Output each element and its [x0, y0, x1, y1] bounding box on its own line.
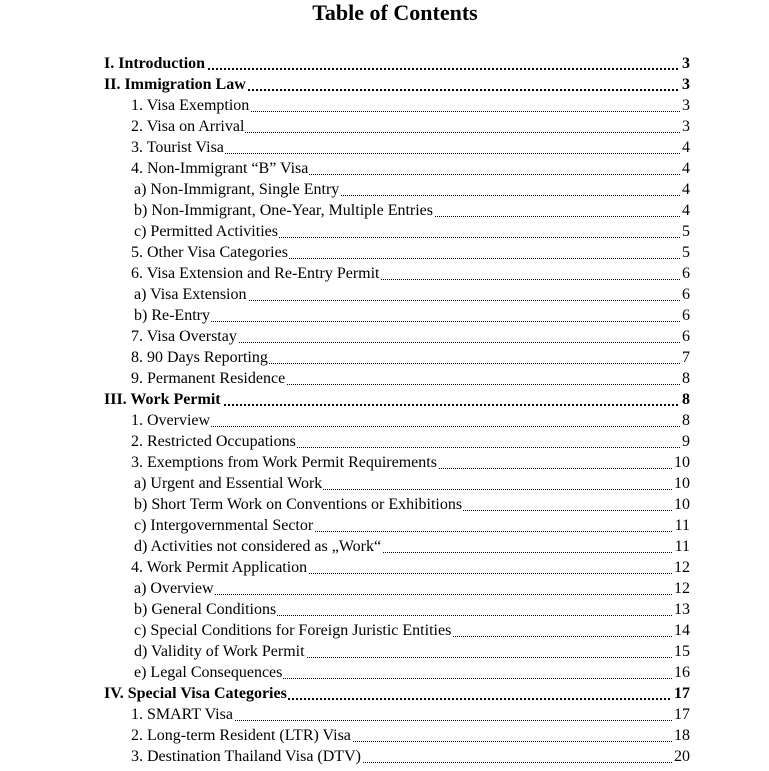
toc-entry-page-number: 15 [674, 643, 690, 660]
toc-entry-page-number: 12 [674, 580, 690, 597]
toc-entry[interactable] [104, 557, 690, 578]
toc-entry-page-number: 10 [674, 454, 690, 471]
toc-entry-page-number: 6 [682, 286, 690, 303]
toc-entry-label: 5. Other Visa Categories [131, 244, 288, 261]
toc-entry-label: d) Validity of Work Permit [134, 643, 305, 660]
toc-entry-label: b) Non-Immigrant, One-Year, Multiple Entries [134, 202, 434, 219]
toc-entry[interactable] [104, 284, 690, 305]
toc-entry-page-number: 9 [682, 433, 690, 450]
toc-entry-page-number: 5 [682, 223, 690, 240]
toc-entry-page-number: 3 [682, 118, 690, 135]
toc-list [104, 53, 690, 767]
toc-entry-page-number: 8 [682, 370, 690, 387]
toc-entry[interactable] [104, 620, 690, 641]
toc-entry-page-number: 16 [674, 664, 690, 681]
toc-entry-page-number: 14 [674, 622, 690, 639]
toc-entry[interactable] [104, 53, 690, 74]
toc-entry[interactable] [104, 116, 690, 137]
toc-entry[interactable] [104, 137, 690, 158]
toc-entry-label: c) Special Conditions for Foreign Juristic Entities [134, 622, 452, 639]
toc-entry-page-number: 8 [682, 412, 690, 429]
toc-entry-page-number: 12 [674, 559, 690, 576]
toc-entry-label: e) Legal Consequences [134, 664, 283, 681]
toc-entry[interactable] [104, 326, 690, 347]
toc-entry-page-number: 17 [674, 706, 690, 723]
dot-leader [131, 426, 690, 427]
toc-entry[interactable] [104, 347, 690, 368]
toc-entry[interactable] [104, 158, 690, 179]
toc-entry-page-number: 4 [682, 202, 690, 219]
toc-entry-page-number: 20 [674, 748, 690, 765]
toc-entry-label: a) Urgent and Essential Work [134, 475, 323, 492]
toc-entry[interactable] [104, 242, 690, 263]
toc-entry[interactable] [104, 683, 690, 704]
dot-leader [134, 321, 690, 322]
toc-entry-label: 2. Restricted Occupations [131, 433, 296, 450]
toc-entry-label: b) Re-Entry [134, 307, 210, 324]
toc-entry-label: 7. Visa Overstay [131, 328, 237, 345]
toc-entry-page-number: 7 [682, 349, 690, 366]
dot-leader [134, 594, 690, 595]
toc-entry-label: 6. Visa Extension and Re-Entry Permit [131, 265, 380, 282]
toc-entry[interactable] [104, 725, 690, 746]
toc-entry-label: a) Overview [134, 580, 214, 597]
toc-title: Table of Contents [312, 0, 478, 25]
toc-entry[interactable] [104, 95, 690, 116]
toc-entry-page-number: 13 [674, 601, 690, 618]
toc-entry[interactable] [104, 410, 690, 431]
toc-entry-label: III. Work Permit [104, 391, 221, 408]
toc-entry-label: 1. Overview [131, 412, 211, 429]
toc-entry-page-number: 3 [682, 97, 690, 114]
toc-entry[interactable] [104, 536, 690, 557]
toc-entry-page-number: 4 [682, 160, 690, 177]
toc-entry-page-number: 3 [682, 76, 690, 93]
toc-entry[interactable] [104, 431, 690, 452]
toc-entry-label: a) Non-Immigrant, Single Entry [134, 181, 340, 198]
toc-entry-page-number: 11 [674, 517, 690, 534]
toc-entry-page-number: 6 [682, 328, 690, 345]
toc-entry[interactable] [104, 221, 690, 242]
toc-entry-label: II. Immigration Law [104, 76, 246, 93]
toc-entry-page-number: 17 [674, 685, 690, 702]
toc-entry[interactable] [104, 452, 690, 473]
toc-entry-label: c) Intergovernmental Sector [134, 517, 314, 534]
toc-entry-label: 9. Permanent Residence [131, 370, 286, 387]
toc-entry-page-number: 5 [682, 244, 690, 261]
toc-entry-label: b) Short Term Work on Conventions or Exhibitions [134, 496, 463, 513]
toc-entry-page-number: 10 [674, 496, 690, 513]
toc-entry-page-number: 6 [682, 265, 690, 282]
toc-entry[interactable] [104, 263, 690, 284]
toc-entry[interactable] [104, 389, 690, 410]
toc-entry-label: 3. Tourist Visa [131, 139, 224, 156]
toc-entry[interactable] [104, 515, 690, 536]
toc-entry-label: 2. Long-term Resident (LTR) Visa [131, 727, 351, 744]
toc-entry[interactable] [104, 704, 690, 725]
toc-entry-label: b) General Conditions [134, 601, 277, 618]
toc-entry-label: 4. Non-Immigrant “B” Visa [131, 160, 309, 177]
toc-entry[interactable] [104, 746, 690, 767]
toc-entry-label: 4. Work Permit Application [131, 559, 308, 576]
toc-entry[interactable] [104, 368, 690, 389]
toc-entry-page-number: 4 [682, 181, 690, 198]
toc-entry[interactable] [104, 662, 690, 683]
toc-entry-page-number: 3 [682, 55, 690, 72]
toc-entry[interactable] [104, 179, 690, 200]
toc-entry-page-number: 4 [682, 139, 690, 156]
toc-entry[interactable] [104, 641, 690, 662]
toc-entry[interactable] [104, 473, 690, 494]
toc-entry-page-number: 10 [674, 475, 690, 492]
toc-entry-label: 1. Visa Exemption [131, 97, 250, 114]
toc-entry[interactable] [104, 578, 690, 599]
toc-entry[interactable] [104, 200, 690, 221]
toc-entry-label: c) Permitted Activities [134, 223, 278, 240]
toc-entry[interactable] [104, 305, 690, 326]
toc-entry-label: IV. Special Visa Categories [104, 685, 287, 702]
toc-entry-page-number: 18 [674, 727, 690, 744]
toc-entry-label: 3. Exemptions from Work Permit Requirements [131, 454, 437, 471]
toc-entry-label: a) Visa Extension [134, 286, 247, 303]
toc-entry-label: 2. Visa on Arrival [131, 118, 245, 135]
toc-entry-page-number: 11 [674, 538, 690, 555]
toc-entry[interactable] [104, 494, 690, 515]
toc-entry-page-number: 6 [682, 307, 690, 324]
toc-entry-page-number: 8 [682, 391, 690, 408]
toc-entry[interactable] [104, 599, 690, 620]
toc-entry-label: 8. 90 Days Reporting [131, 349, 268, 366]
toc-entry-label: d) Activities not considered as „Work“ [134, 538, 382, 555]
toc-entry-label: I. Introduction [104, 55, 206, 72]
toc-entry-label: 1. SMART Visa [131, 706, 233, 723]
toc-entry[interactable] [104, 74, 690, 95]
toc-entry-label: 3. Destination Thailand Visa (DTV) [131, 748, 361, 765]
